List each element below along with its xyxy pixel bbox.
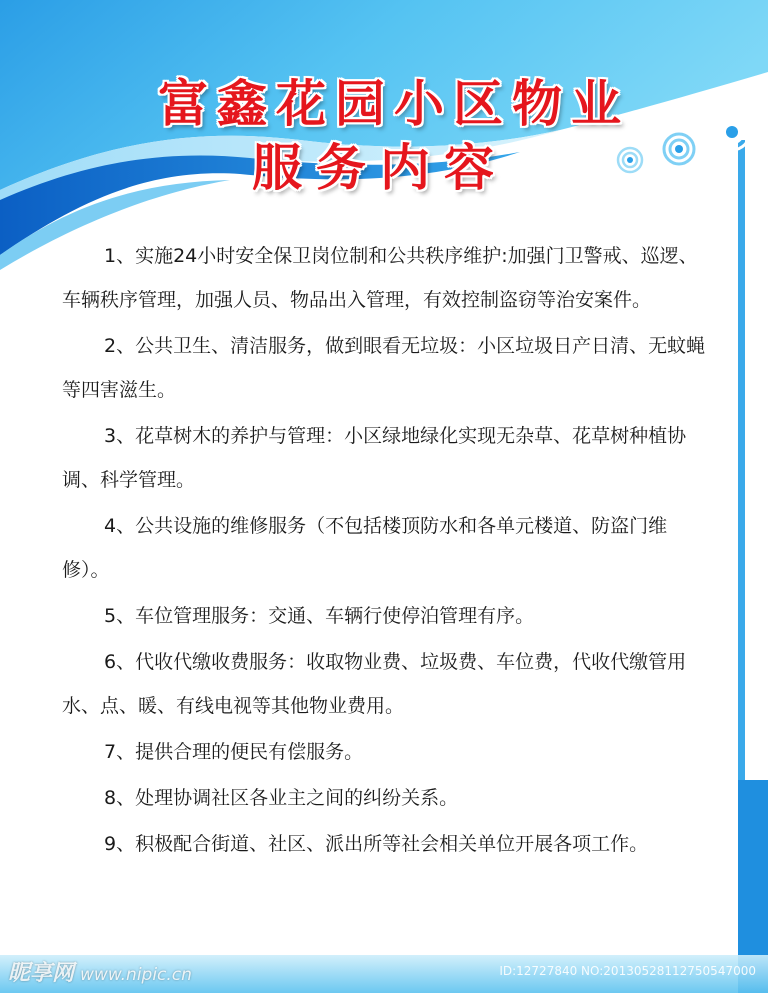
title-line-1: 富鑫花园小区物业 — [158, 75, 630, 133]
service-item-5: 5、车位管理服务：交通、车辆行使停泊管理有序。 — [104, 605, 535, 627]
service-item-3: 3、花草树木的养护与管理：小区绿地绿化实现无杂草、花草树种植协调、科学管理。 — [62, 425, 687, 491]
service-item-6: 6、代收代缴收费服务：收取物业费、垃圾费、车位费，代收代缴管用水、点、暖、有线电视等其他物业费用。 — [62, 651, 687, 717]
service-list — [62, 234, 712, 868]
service-item-7: 7、提供合理的便民有偿服务。 — [104, 741, 364, 763]
watermark-id: ID:12727840 NO:20130528112750547000 — [499, 964, 756, 978]
watermark-brand — [8, 956, 192, 987]
service-item-1: 1、实施24小时安全保卫岗位制和公共秩序维护:加强门卫警戒、巡逻、车辆秩序管理，加强人员、物品出入管理，有效控制盗窃等治安案件。 — [62, 245, 698, 311]
poster-title — [0, 72, 768, 200]
watermark-brand-name: 昵享网 — [8, 961, 75, 986]
title-line-2: 服务内容 — [252, 139, 508, 197]
service-item-2: 2、公共卫生、清洁服务，做到眼看无垃圾：小区垃圾日产日清、无蚊蝇等四害滋生。 — [62, 335, 706, 401]
service-item-8: 8、处理协调社区各业主之间的纠纷关系。 — [104, 787, 459, 809]
watermark-url: www.nipic.cn — [80, 965, 192, 985]
service-item-4: 4、公共设施的维修服务（不包括楼顶防水和各单元楼道、防盗门维修）。 — [62, 515, 668, 581]
service-item-9: 9、积极配合街道、社区、派出所等社会相关单位开展各项工作。 — [104, 833, 649, 855]
